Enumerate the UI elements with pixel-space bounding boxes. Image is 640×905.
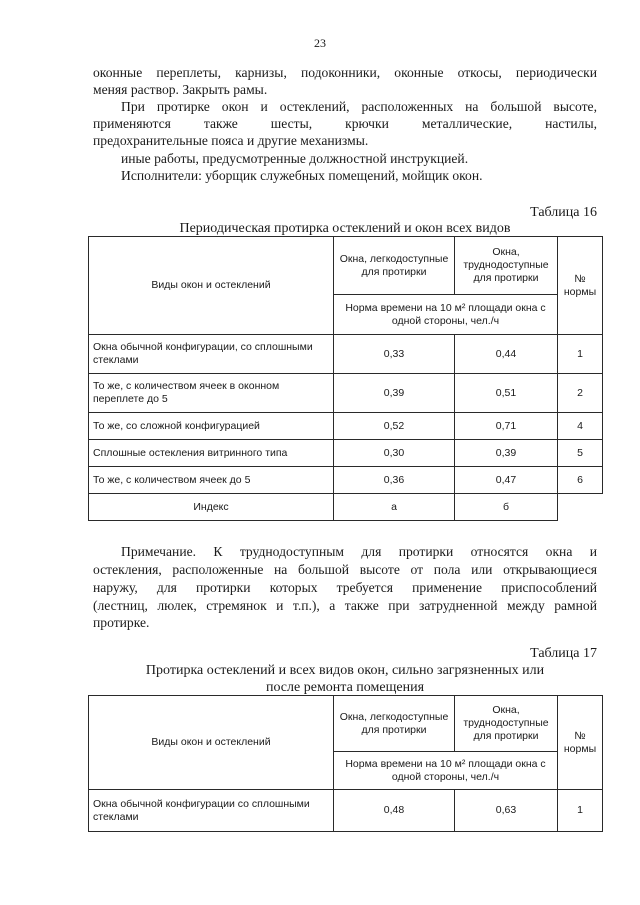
cell-norm-no: 5 <box>558 440 603 467</box>
header-norm-no: № нормы <box>558 237 603 335</box>
table-row-kind: То же, с количеством ячеек в оконном переплете до 5 <box>89 374 334 413</box>
paragraph-line: иные работы, предусмотренные должностной инструкцией. <box>121 151 469 166</box>
header-easy: Окна, легкодоступные для протирки <box>334 696 455 752</box>
header-kinds: Виды окон и остеклений <box>89 696 334 790</box>
cell-easy: 0,39 <box>334 374 455 413</box>
header-hard: Окна, труднодоступные для протирки <box>455 237 558 295</box>
cell-easy: 0,52 <box>334 413 455 440</box>
table-row-kind: Окна обычной конфигурации со сплошными стеклами <box>89 790 334 832</box>
page-number: 23 <box>314 36 326 50</box>
cell-easy: 0,36 <box>334 467 455 494</box>
header-norm-time: Норма времени на 10 м² площади окна с одной стороны, чел./ч <box>334 752 558 790</box>
cell-norm-no: 1 <box>558 790 603 832</box>
paragraph-line: применяются также шесты, крючки металлические, настилы, <box>93 116 597 131</box>
paragraph-line: предохранительные пояса и другие механизмы. <box>93 133 369 148</box>
header-easy: Окна, легкодоступные для протирки <box>334 237 455 295</box>
note-line: протирке. <box>93 615 150 630</box>
header-hard: Окна, труднодоступные для протирки <box>455 696 558 752</box>
cell-hard: 0,63 <box>455 790 558 832</box>
index-hard: б <box>455 494 558 521</box>
cell-easy: 0,33 <box>334 335 455 374</box>
table16-title: Периодическая протирка остеклений и окон всех видов <box>179 221 511 236</box>
cell-norm-no: 4 <box>558 413 603 440</box>
table17-caption: Таблица 17 <box>530 646 597 661</box>
cell-norm-no: 6 <box>558 467 603 494</box>
cell-hard: 0,39 <box>455 440 558 467</box>
table16-caption: Таблица 16 <box>530 205 597 220</box>
cell-easy: 0,48 <box>334 790 455 832</box>
note-line: Примечание. К труднодоступным для протирки относятся окна и <box>121 544 597 559</box>
table-row-kind: Сплошные остекления витринного типа <box>89 440 334 467</box>
table17 <box>88 695 603 832</box>
note-line: наружу, для протирки которых требуется применение приспособлений <box>93 580 597 595</box>
paragraph-line: меняя раствор. Закрыть рамы. <box>93 82 268 97</box>
paragraph-line: При протирке окон и остеклений, расположенных на большой высоте, <box>121 99 597 114</box>
note-line: остекления, расположенные на большой высоте от пола или открывающиеся <box>93 562 597 577</box>
cell-easy: 0,30 <box>334 440 455 467</box>
paragraph-line: оконные переплеты, карнизы, подоконники, оконные откосы, периодически <box>93 65 597 80</box>
cell-norm-no: 2 <box>558 374 603 413</box>
table-row-kind: То же, с количеством ячеек до 5 <box>89 467 334 494</box>
cell-hard: 0,71 <box>455 413 558 440</box>
cell-hard: 0,47 <box>455 467 558 494</box>
index-label: Индекс <box>89 494 334 521</box>
table17-title-line: Протирка остеклений и всех видов окон, сильно загрязненных или <box>145 663 545 678</box>
header-kinds: Виды окон и остеклений <box>89 237 334 335</box>
cell-hard: 0,51 <box>455 374 558 413</box>
note-line: (лестниц, люлек, стремянок и т.п.), а также при затрудненной между рамной <box>93 598 597 613</box>
index-empty <box>558 494 603 521</box>
header-norm-time: Норма времени на 10 м² площади окна с одной стороны, чел./ч <box>334 295 558 335</box>
table-row-kind: Окна обычной конфигурации, со сплошными стеклами <box>89 335 334 374</box>
header-norm-no: № нормы <box>558 696 603 790</box>
index-easy: а <box>334 494 455 521</box>
table-row-kind: То же, со сложной конфигурацией <box>89 413 334 440</box>
table17-title-line: после ремонта помещения <box>265 680 425 695</box>
cell-norm-no: 1 <box>558 335 603 374</box>
table16 <box>88 236 603 521</box>
paragraph-line: Исполнители: уборщик служебных помещений, мойщик окон. <box>121 168 483 183</box>
cell-hard: 0,44 <box>455 335 558 374</box>
